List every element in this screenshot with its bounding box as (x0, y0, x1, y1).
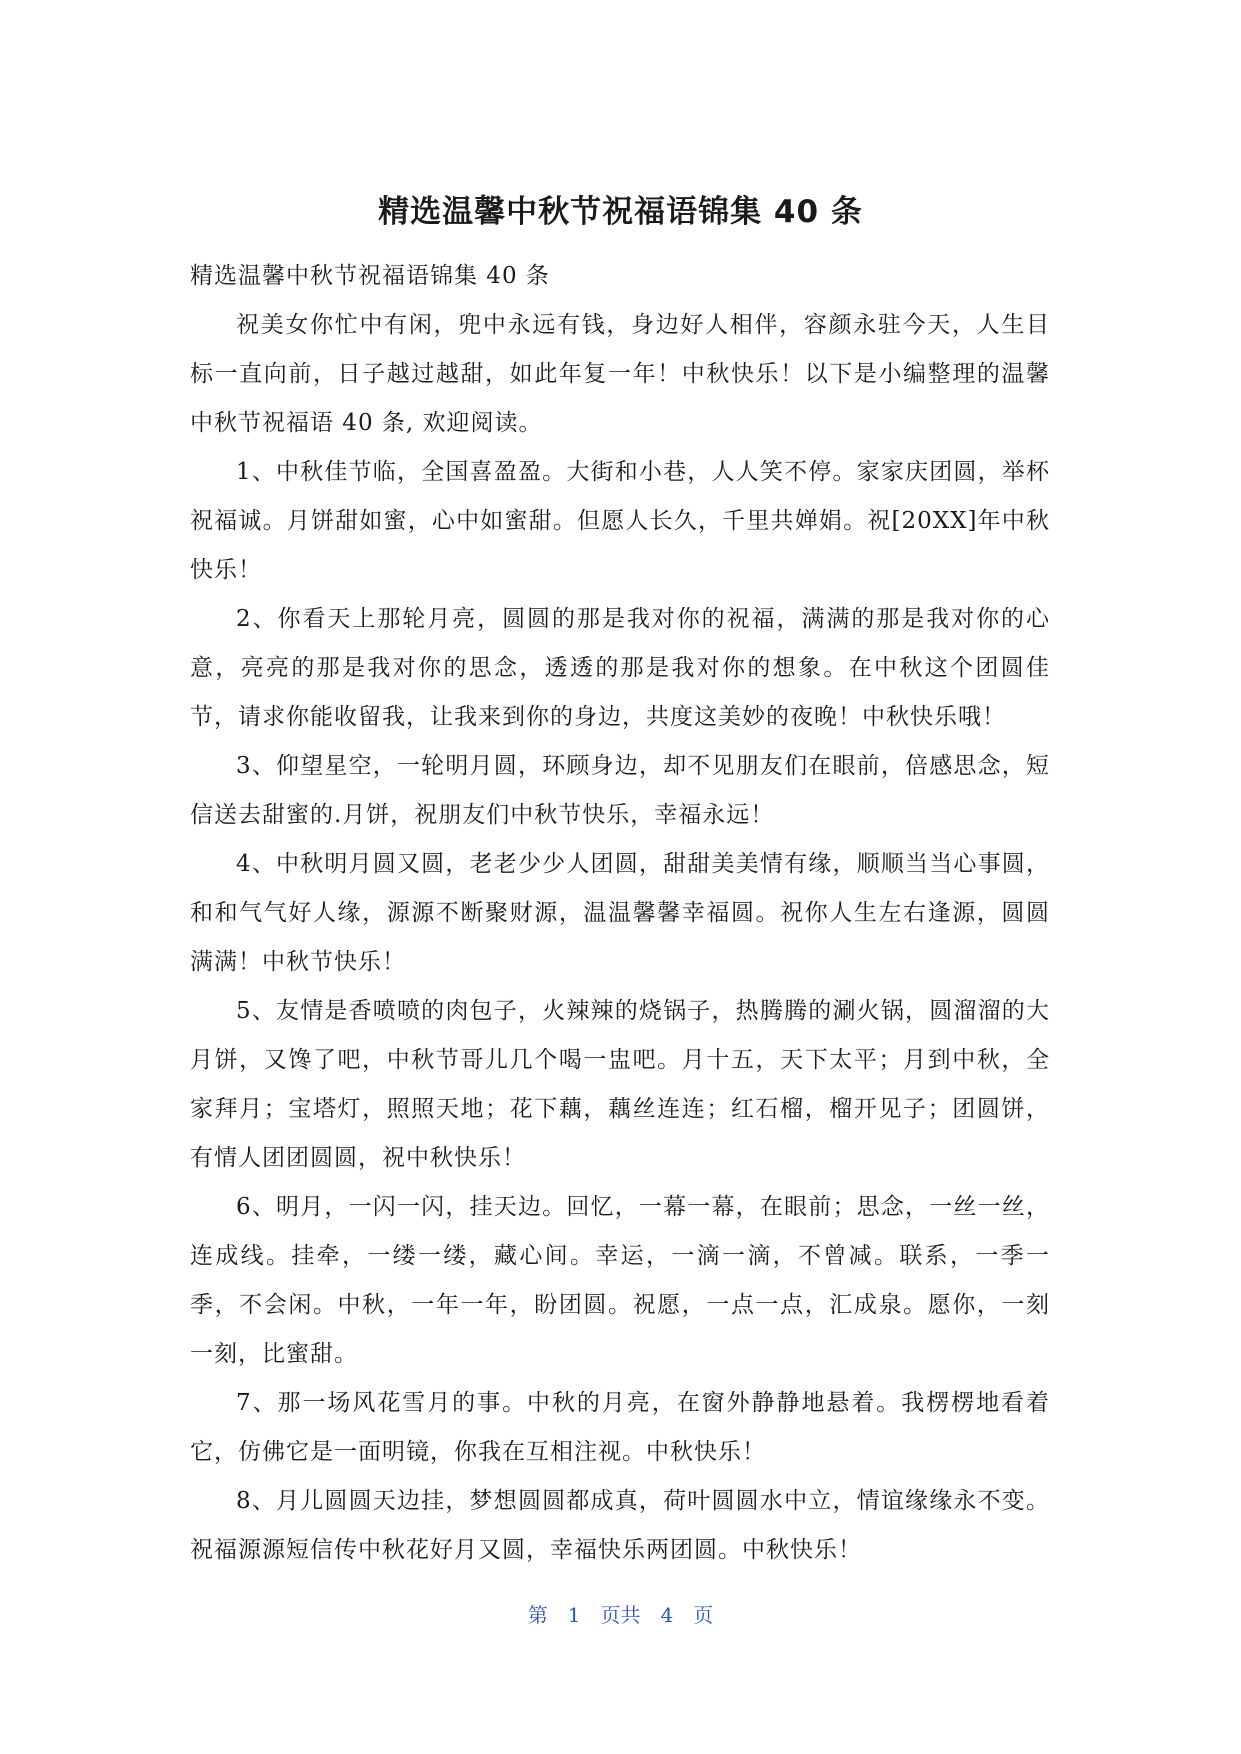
wish-paragraph-6: 6、明月，一闪一闪，挂天边。回忆，一幕一幕，在眼前；思念，一丝一丝，连成线。挂牵，一缕一缕，藏心间。幸运，一滴一滴，不曾减。联系，一季一季，不会闲。中秋，一年一年，盼团圆。祝愿，一点一点，汇成泉。愿你，一刻一刻，比蜜甜。 (190, 1194, 1050, 1367)
page-total-number: 4 (660, 1603, 674, 1627)
page-unit-label: 页共 (600, 1603, 641, 1627)
document-title: 精选温馨中秋节祝福语锦集 40 条 (378, 194, 863, 230)
wish-paragraph-8: 8、月儿圆圆天边挂，梦想圆圆都成真，荷叶圆圆水中立，情谊缘缘永不变。祝福源源短信传中秋花好月又圆，幸福快乐两团圆。中秋快乐！ (190, 1488, 1050, 1563)
page-footer (0, 1600, 1241, 1630)
wish-paragraph-7: 7、那一场风花雪月的事。中秋的月亮，在窗外静静地悬着。我楞楞地看着它，仿佛它是一面明镜，你我在互相注视。中秋快乐！ (190, 1390, 1050, 1465)
document-subtitle: 精选温馨中秋节祝福语锦集 40 条 (190, 263, 550, 289)
wish-paragraph-3: 3、仰望星空，一轮明月圆，环顾身边，却不见朋友们在眼前，倍感思念，短信送去甜蜜的.月饼，祝朋友们中秋节快乐，幸福永远！ (190, 753, 1050, 828)
wish-paragraph-5: 5、友情是香喷喷的肉包子，火辣辣的烧锅子，热腾腾的涮火锅，圆溜溜的大月饼，又馋了吧，中秋节哥儿几个喝一盅吧。月十五，天下太平；月到中秋，全家拜月；宝塔灯，照照天地；花下藕，藕丝连连；红石榴，榴开见子；团圆饼，有情人团团圆圆，祝中秋快乐！ (190, 998, 1050, 1171)
page-end-label: 页 (693, 1603, 714, 1627)
wish-paragraph-1: 1、中秋佳节临，全国喜盈盈。大街和小巷，人人笑不停。家家庆团圆，举杯祝福诚。月饼甜如蜜，心中如蜜甜。但愿人长久，千里共婵娟。祝[20XX]年中秋快乐！ (190, 459, 1050, 583)
document-body (190, 255, 1050, 1575)
wish-paragraph-2: 2、你看天上那轮月亮，圆圆的那是我对你的祝福，满满的那是我对你的心意，亮亮的那是我对你的思念，透透的那是我对你的想象。在中秋这个团圆佳节，请求你能收留我，让我来到你的身边，共度这美妙的夜晚！中秋快乐哦！ (190, 606, 1050, 730)
intro-paragraph: 祝美女你忙中有闲，兜中永远有钱，身边好人相伴，容颜永驻今天，人生目标一直向前，日子越过越甜，如此年复一年！中秋快乐！以下是小编整理的温馨中秋节祝福语 40 条, 欢迎阅读。 (190, 312, 1050, 436)
wish-paragraph-4: 4、中秋明月圆又圆，老老少少人团圆，甜甜美美情有缘，顺顺当当心事圆，和和气气好人缘，源源不断聚财源，温温馨馨幸福圆。祝你人生左右逢源，圆圆满满！中秋节快乐！ (190, 851, 1050, 975)
page-current-number: 1 (567, 1603, 581, 1627)
page-label: 第 (527, 1603, 548, 1627)
